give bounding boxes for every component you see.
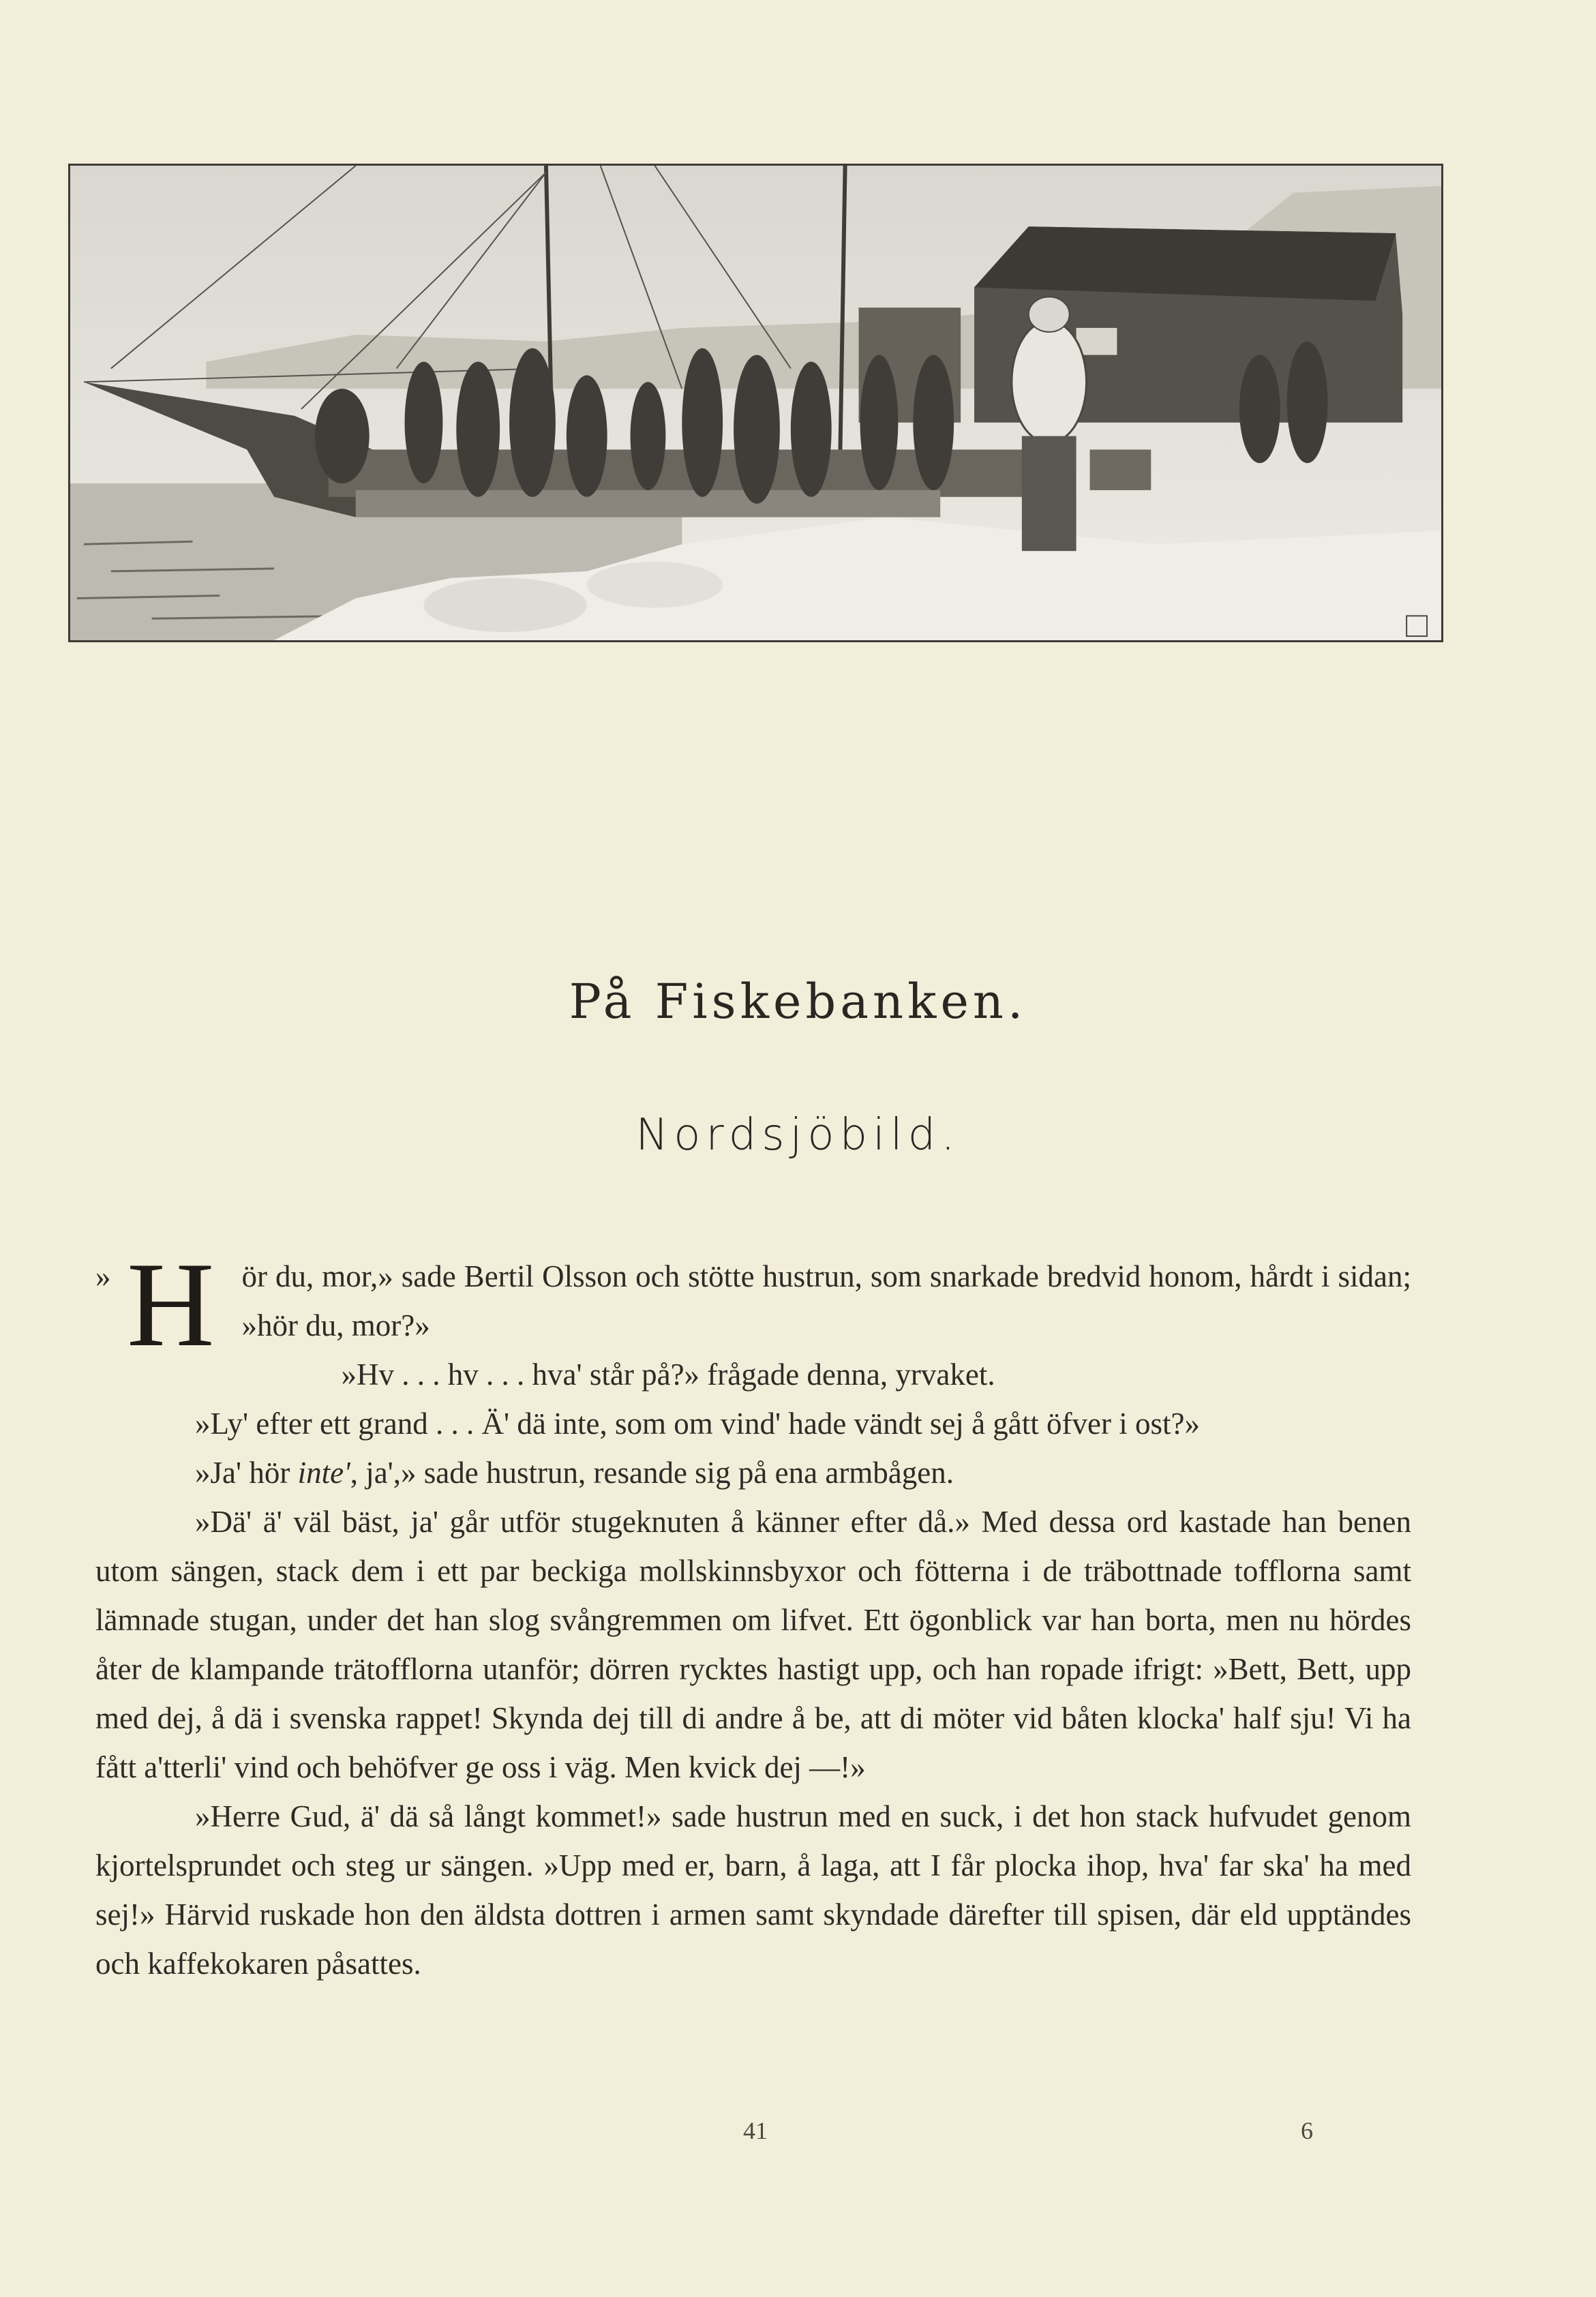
body-text	[95, 1237, 1411, 1988]
paragraph	[95, 1237, 1411, 1372]
page-number: 41	[743, 2117, 768, 2144]
paragraph-text: , ja',» sade hustrun, resande sig på ena armbågen.	[350, 1456, 954, 1490]
paragraph	[95, 1792, 1411, 1988]
paragraph-text: »Hv . . . hv . . . hva' står på?» frågade denna, yrvaket.	[341, 1357, 995, 1392]
paragraph-text: »Dä' ä' väl bäst, ja' går utför stugeknuten å känner efter då.» Med dessa ord kastade han benen utom sängen, stack dem i ett par beckiga mollskinnsbyxor och fötterna i de träbottnade tofflorna samt lämnade stugan, under det han slog svångremmen om lifvet. Ett ögonblick var han borta, men nu hördes åter de klampande trätofflorna utanför; dörren rycktes hastigt upp, och han ropade ifrigt: »Bett, Bett, upp med dej, å dä i svenska rappet! Skynda dej till di andre å be, att di möter vid båten klocka' half sju! Vi ha fått a'tterli' vind och behöfver ge oss i väg. Men kvick dej —!»	[95, 1505, 1411, 1784]
drop-cap: H	[127, 1237, 215, 1372]
paragraph-text: »Herre Gud, ä' dä så långt kommet!» sade hustrun med en suck, i det hon stack hufvudet genom kjortelsprundet och steg ur sängen. »Upp med er, barn, å laga, att I får plocka ihop, hva' far ska' ha med sej!» Härvid ruskade hon den äldsta dottren i armen samt skyndade därefter till spisen, där eld upptändes och kaffekokaren påsattes.	[95, 1799, 1411, 1981]
paragraph	[95, 1399, 1411, 1448]
page-title: På Fiskebanken.	[569, 974, 1027, 1030]
paragraph	[95, 1350, 1411, 1399]
paragraph-text: ör du, mor,» sade Bertil Olsson och stötte hustrun, som snarkade bredvid honom, hårdt i sidan; »hör du, mor?»	[241, 1259, 1411, 1342]
opening-quote: »	[95, 1259, 111, 1293]
signature-mark: 6	[1301, 2117, 1313, 2144]
emphasis: inte'	[297, 1456, 350, 1490]
paragraph	[95, 1497, 1411, 1792]
paragraph-text: »Ly' efter ett grand . . . Ä' dä inte, som om vind' hade vändt sej å gått öfver i ost?»	[195, 1407, 1200, 1441]
harbor-scene-illustration	[68, 164, 1443, 642]
paragraph-text: »Ja' hör	[195, 1456, 298, 1490]
illustration-drawing	[70, 166, 1441, 640]
paragraph	[95, 1448, 1411, 1497]
subtitle: Nordsjöbild.	[635, 1110, 961, 1160]
